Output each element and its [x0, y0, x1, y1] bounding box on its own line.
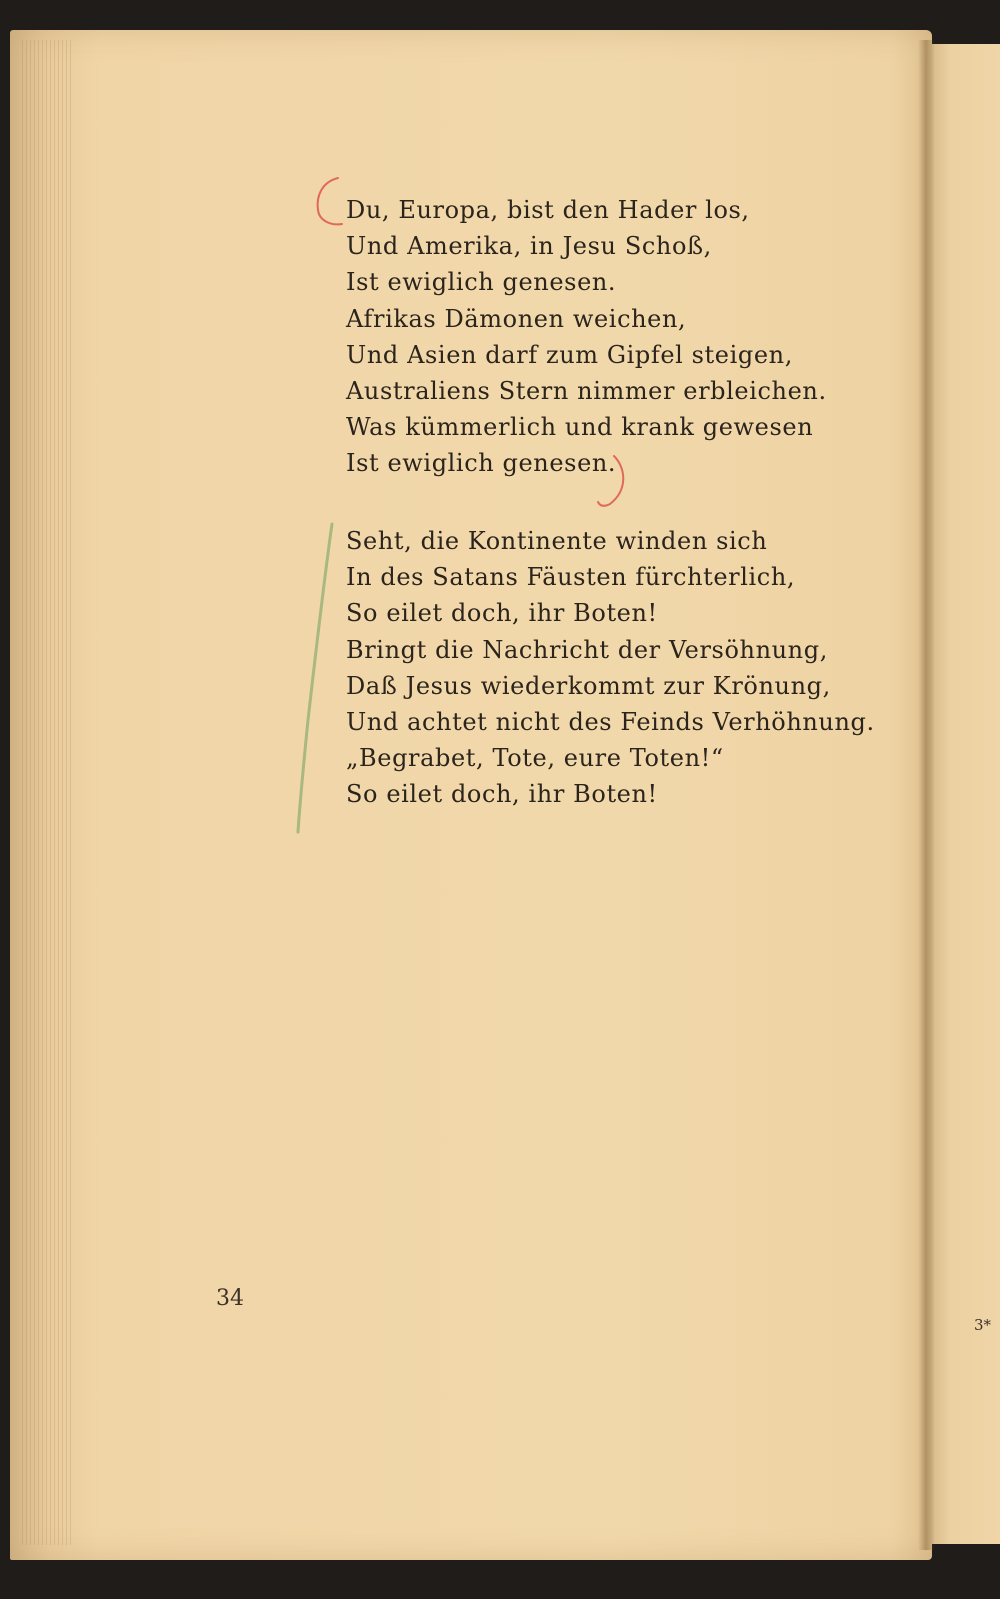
verse-line: Und Asien darf zum Gipfel steigen,: [346, 340, 793, 369]
verse-line: Und achtet nicht des Feinds Verhöhnung.: [346, 707, 875, 736]
verse-line: Daß Jesus wiederkommt zur Krönung,: [346, 671, 831, 700]
facing-page-signature: 3*: [974, 1316, 992, 1334]
verse-line: Was kümmerlich und krank gewesen: [346, 413, 814, 442]
stanza-2: [346, 523, 875, 813]
verse-line: So eilet doch, ihr Boten!: [346, 780, 658, 809]
verse-line: Afrikas Dämonen weichen,: [346, 304, 687, 333]
verse-line: Und Amerika, in Jesu Schoß,: [346, 232, 712, 261]
stanza-1: [346, 192, 827, 482]
page-number: 34: [216, 1286, 244, 1311]
verse-line: Seht, die Kontinente winden sich: [346, 527, 768, 555]
verse-line: Australiens Stern nimmer erbleichen.: [346, 376, 827, 405]
verse-line: In des Satans Fäusten fürchterlich,: [346, 563, 796, 592]
verse-line: „Begrabet, Tote, eure Toten!“: [346, 744, 724, 773]
verse-line: Du, Europa, bist den Hader los,: [346, 196, 750, 224]
verse-line: So eilet doch, ihr Boten!: [346, 599, 658, 628]
verse-line: Ist ewiglich genesen.: [346, 268, 617, 297]
red-bracket-open-mark: [318, 178, 342, 224]
verse-line: Bringt die Nachricht der Versöhnung,: [346, 635, 828, 664]
verse-line: Ist ewiglich genesen.: [346, 449, 617, 478]
green-margin-line-mark: [298, 524, 332, 832]
